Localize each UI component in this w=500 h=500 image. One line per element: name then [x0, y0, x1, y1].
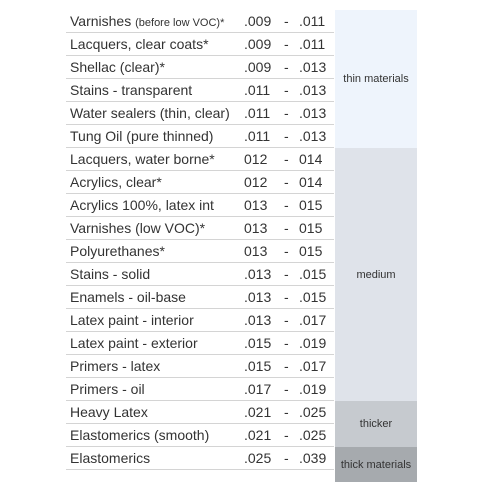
table-row: [66, 263, 334, 286]
table-row: [66, 424, 334, 447]
range-low: .011: [244, 105, 271, 121]
range-high: .039: [299, 450, 327, 466]
range-high: .019: [299, 335, 327, 351]
range-high: 015: [299, 243, 323, 259]
range-low: .009: [244, 36, 272, 52]
material-name-text: Primers - oil: [70, 381, 145, 397]
material-name: [70, 10, 224, 34]
material-name-text: Acrylics 100%, latex int: [70, 197, 214, 213]
material-name-text: Elastomerics (smooth): [70, 427, 210, 443]
material-name-text: Latex paint - interior: [70, 312, 194, 328]
material-name: [70, 447, 150, 469]
range-low: 013: [244, 197, 268, 213]
range-separator: -: [284, 82, 289, 98]
range-low: .013: [244, 289, 272, 305]
material-name: [70, 309, 194, 331]
material-name-text: Stains - transparent: [70, 82, 193, 98]
range-high: .017: [299, 312, 327, 328]
range-low: .015: [244, 358, 272, 374]
material-name-text: Latex paint - exterior: [70, 335, 198, 351]
range-high: .013: [299, 82, 327, 98]
table-row: [66, 148, 334, 171]
range-low: 013: [244, 243, 268, 259]
material-name: [70, 56, 165, 78]
range-low: .009: [244, 13, 272, 29]
range-low: .013: [244, 266, 272, 282]
table-row: [66, 56, 334, 79]
range-high: 015: [299, 220, 323, 236]
range-separator: -: [284, 358, 289, 374]
material-name: [70, 102, 230, 124]
table-row: [66, 217, 334, 240]
range-low: .017: [244, 381, 272, 397]
range-low: .021: [244, 404, 272, 420]
material-name: [70, 424, 209, 446]
range-separator: -: [284, 128, 289, 144]
range-separator: -: [284, 151, 289, 167]
material-name: [70, 79, 192, 101]
material-name-text: Heavy Latex: [70, 404, 148, 420]
range-low: .015: [244, 335, 272, 351]
range-high: 015: [299, 197, 323, 213]
material-name: [70, 240, 165, 262]
table-row: [66, 401, 334, 424]
material-name: [70, 286, 186, 308]
material-name-text: Stains - solid: [70, 266, 151, 282]
material-name-text: Varnishes: [70, 13, 132, 29]
range-low: .009: [244, 59, 272, 75]
range-high: 014: [299, 151, 323, 167]
material-name: [70, 194, 214, 216]
material-name-text: Acrylics, clear*: [70, 174, 162, 190]
material-name: [70, 332, 198, 354]
material-name: [70, 355, 160, 377]
table-row: [66, 447, 334, 470]
range-low: 012: [244, 151, 268, 167]
range-low: 013: [244, 220, 268, 236]
table-row: [66, 102, 334, 125]
material-name-text: Lacquers, water borne*: [70, 151, 215, 167]
thickness-band: [335, 10, 417, 148]
table-row: [66, 240, 334, 263]
range-separator: -: [284, 13, 289, 29]
range-high: 014: [299, 174, 323, 190]
range-high: .013: [299, 59, 327, 75]
range-high: .025: [299, 427, 327, 443]
table-row: [66, 125, 334, 148]
range-high: .019: [299, 381, 327, 397]
range-high: .025: [299, 404, 327, 420]
range-separator: -: [284, 36, 289, 52]
range-separator: -: [284, 381, 289, 397]
material-name: [70, 217, 205, 239]
range-separator: -: [284, 220, 289, 236]
material-name: [70, 33, 209, 55]
material-name-text: Elastomerics: [70, 450, 151, 466]
table-row: [66, 286, 334, 309]
range-low: 012: [244, 174, 268, 190]
material-rows: [66, 10, 334, 470]
material-name: [70, 401, 148, 423]
range-high: .017: [299, 358, 327, 374]
material-name: [70, 148, 215, 170]
range-low: .021: [244, 427, 272, 443]
range-low: .011: [244, 128, 271, 144]
range-separator: -: [284, 289, 289, 305]
material-name: [70, 378, 145, 400]
band-label: thin materials: [343, 73, 409, 85]
material-name: [70, 263, 150, 285]
table-row: [66, 194, 334, 217]
range-separator: -: [284, 312, 289, 328]
range-high: .015: [299, 266, 327, 282]
range-separator: -: [284, 197, 289, 213]
material-name: [70, 171, 162, 193]
table-row: [66, 355, 334, 378]
range-separator: -: [284, 404, 289, 420]
range-high: .013: [299, 105, 327, 121]
material-note: (before low VOC)*: [135, 17, 225, 29]
range-high: .015: [299, 289, 327, 305]
band-label: medium: [356, 268, 396, 281]
range-separator: -: [284, 105, 289, 121]
range-high: .013: [299, 128, 327, 144]
thickness-band: [335, 401, 417, 447]
range-separator: -: [284, 174, 289, 190]
material-name-text: Tung Oil (pure thinned): [70, 128, 214, 144]
range-separator: -: [284, 427, 289, 443]
range-high: .011: [299, 13, 326, 29]
table-row: [66, 10, 334, 33]
band-label: thick materials: [340, 458, 412, 471]
range-high: .011: [299, 36, 326, 52]
range-low: .011: [244, 82, 271, 98]
thickness-band: [335, 148, 417, 401]
range-separator: -: [284, 243, 289, 259]
range-separator: -: [284, 266, 289, 282]
band-label: thicker: [359, 418, 393, 430]
material-name-text: Shellac (clear)*: [70, 59, 165, 75]
material-name-text: Enamels - oil-base: [70, 289, 186, 305]
table-row: [66, 171, 334, 194]
material-name-text: Primers - latex: [70, 358, 161, 374]
table-row: [66, 378, 334, 401]
range-separator: -: [284, 450, 289, 466]
table-row: [66, 79, 334, 102]
material-name-text: Varnishes (low VOC)*: [70, 220, 206, 236]
table-row: [66, 33, 334, 56]
material-name-text: Polyurethanes*: [70, 243, 165, 259]
table-row: [66, 332, 334, 355]
range-low: .025: [244, 450, 272, 466]
range-separator: -: [284, 335, 289, 351]
range-low: .013: [244, 312, 272, 328]
material-name-text: Water sealers (thin, clear): [70, 105, 230, 121]
thickness-band: [335, 447, 417, 482]
viscosity-table: [66, 10, 416, 490]
range-separator: -: [284, 59, 289, 75]
table-row: [66, 309, 334, 332]
material-name-text: Lacquers, clear coats*: [70, 36, 209, 52]
material-name: [70, 125, 213, 147]
